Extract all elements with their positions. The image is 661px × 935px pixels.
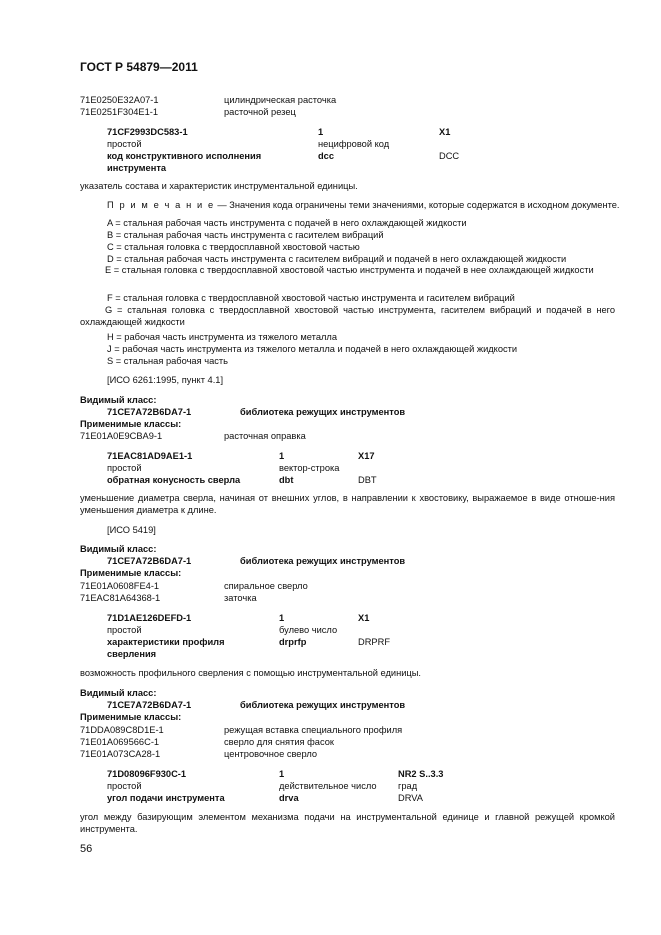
list-item: A = стальная рабочая часть инструмента с подачей в него охлаждающей жидкости bbox=[107, 218, 467, 228]
entry-code: 71D1AE126DEFD-1 bbox=[107, 613, 192, 623]
class-description: центровочное сверло bbox=[224, 749, 318, 759]
list-item: S = стальная рабочая часть bbox=[107, 356, 228, 366]
class-description: спиральное сверло bbox=[224, 581, 308, 591]
entry-name: обратная конусность сверла bbox=[107, 475, 241, 485]
entry-name: код конструктивного исполнения bbox=[107, 151, 262, 161]
class-description: расточной резец bbox=[224, 107, 296, 117]
list-item: E = стальная головка с твердосплавной хвостовой частью инструмента и подачей в нее охлаждающей жидкости bbox=[105, 265, 594, 275]
class-description: заточка bbox=[224, 593, 257, 603]
entry-definition: уменьшение диаметра сверла, начиная от внешних углов, в направлении к хвостовику, выражаемое в виде отноше-ния уменьшения диаметра к длине. bbox=[80, 493, 615, 515]
visible-class-description: библиотека режущих инструментов bbox=[240, 700, 406, 710]
visible-class-label: Видимый класс: bbox=[80, 395, 157, 405]
list-item: D = стальная рабочая часть инструмента с гасителем вибраций и подачей в него охлаждающей жидкости bbox=[107, 254, 567, 264]
entry-name: характеристики профиля bbox=[107, 637, 225, 647]
entry-symbol: drprfp bbox=[279, 637, 307, 647]
applicable-classes-label: Применимые классы: bbox=[80, 568, 182, 578]
class-code: 71DDA089C8D1E-1 bbox=[80, 725, 164, 735]
class-code: 71E01A073CA28-1 bbox=[80, 749, 161, 759]
entry-data-type: действительное число bbox=[279, 781, 377, 791]
entry-abbreviation: DCC bbox=[439, 151, 460, 161]
list-item: J = рабочая часть инструмента из тяжелого металла и подачей в него охлаждающей жидкости bbox=[107, 344, 518, 354]
entry-cardinality: 1 bbox=[318, 127, 324, 137]
entry-code: 71D08096F930C-1 bbox=[107, 769, 187, 779]
visible-class-code: 71CE7A72B6DA7-1 bbox=[107, 407, 192, 417]
visible-class-description: библиотека режущих инструментов bbox=[240, 407, 406, 417]
entry-abbreviation: DBT bbox=[358, 475, 377, 485]
entry-data-type: вектор-строка bbox=[279, 463, 340, 473]
list-item: H = рабочая часть инструмента из тяжелого металла bbox=[107, 332, 338, 342]
entry-abbreviation: DRVA bbox=[398, 793, 423, 803]
applicable-classes-label: Применимые классы: bbox=[80, 419, 182, 429]
source-reference: [ИСО 6261:1995, пункт 4.1] bbox=[107, 375, 224, 385]
class-code: 71E0251F304E1-1 bbox=[80, 107, 159, 117]
entry-name-continued: инструмента bbox=[107, 163, 167, 173]
visible-class-description: библиотека режущих инструментов bbox=[240, 556, 406, 566]
entry-symbol: drva bbox=[279, 793, 299, 803]
entry-definition: возможность профильного сверления с помощью инструментальной единицы. bbox=[80, 668, 422, 678]
entry-format: NR2 S..3.3 bbox=[398, 769, 444, 779]
entry-name: угол подачи инструмента bbox=[107, 793, 225, 803]
visible-class-label: Видимый класс: bbox=[80, 544, 157, 554]
note bbox=[107, 199, 620, 211]
class-description: цилиндрическая расточка bbox=[224, 95, 337, 105]
entry-data-type: булево число bbox=[279, 625, 338, 635]
applicable-classes-label: Применимые классы: bbox=[80, 712, 182, 722]
list-item: G = стальная головка с твердосплавной хвостовой частью инструмента, гасителем вибраций и подачей в него охлаждающей жидкости bbox=[80, 305, 615, 327]
entry-format: X1 bbox=[358, 613, 370, 623]
visible-class-label: Видимый класс: bbox=[80, 688, 157, 698]
visible-class-code: 71CE7A72B6DA7-1 bbox=[107, 700, 192, 710]
visible-class-code: 71CE7A72B6DA7-1 bbox=[107, 556, 192, 566]
entry-kind: простой bbox=[107, 463, 142, 473]
document-header: ГОСТ Р 54879—2011 bbox=[80, 60, 198, 74]
class-description: режущая вставка специального профиля bbox=[224, 725, 403, 735]
entry-data-type: нецифровой код bbox=[318, 139, 390, 149]
entry-cardinality: 1 bbox=[279, 613, 285, 623]
list-item: F = стальная головка с твердосплавной хвостовой частью инструмента и гасителем вибраций bbox=[107, 293, 515, 303]
entry-cardinality: 1 bbox=[279, 769, 285, 779]
page-number: 56 bbox=[80, 843, 93, 855]
entry-format: X1 bbox=[439, 127, 451, 137]
class-description: сверло для снятия фасок bbox=[224, 737, 334, 747]
class-code: 71E0250E32A07-1 bbox=[80, 95, 159, 105]
entry-kind: простой bbox=[107, 139, 142, 149]
class-code: 71E01A0608FE4-1 bbox=[80, 581, 160, 591]
class-code: 71E01A069566C-1 bbox=[80, 737, 160, 747]
entry-unit: град bbox=[398, 781, 418, 791]
class-description: расточная оправка bbox=[224, 431, 306, 441]
entry-kind: простой bbox=[107, 781, 142, 791]
entry-code: 71CF2993DC583-1 bbox=[107, 127, 188, 137]
list-item: C = стальная головка с твердосплавной хвостовой частью bbox=[107, 242, 360, 252]
entry-name-continued: сверления bbox=[107, 649, 157, 659]
entry-definition: указатель состава и характеристик инструментальной единицы. bbox=[80, 181, 358, 191]
note-label: П р и м е ч а н и е bbox=[107, 200, 215, 210]
entry-kind: простой bbox=[107, 625, 142, 635]
list-item: B = стальная рабочая часть инструмента с гасителем вибраций bbox=[107, 230, 384, 240]
class-code: 71EAC81A64368-1 bbox=[80, 593, 161, 603]
note-text: — Значения кода ограничены теми значениями, которые содержатся в исходном документе. bbox=[214, 200, 620, 210]
entry-definition: угол между базирующим элементом механизма подачи на инструментальной единице и главной режущей кромкой инструмента. bbox=[80, 812, 615, 834]
entry-format: X17 bbox=[358, 451, 375, 461]
entry-abbreviation: DRPRF bbox=[358, 637, 391, 647]
entry-symbol: dbt bbox=[279, 475, 294, 485]
source-reference: [ИСО 5419] bbox=[107, 525, 156, 535]
entry-symbol: dcc bbox=[318, 151, 335, 161]
entry-cardinality: 1 bbox=[279, 451, 285, 461]
class-code: 71E01A0E9CBA9-1 bbox=[80, 431, 163, 441]
entry-code: 71EAC81AD9AE1-1 bbox=[107, 451, 193, 461]
